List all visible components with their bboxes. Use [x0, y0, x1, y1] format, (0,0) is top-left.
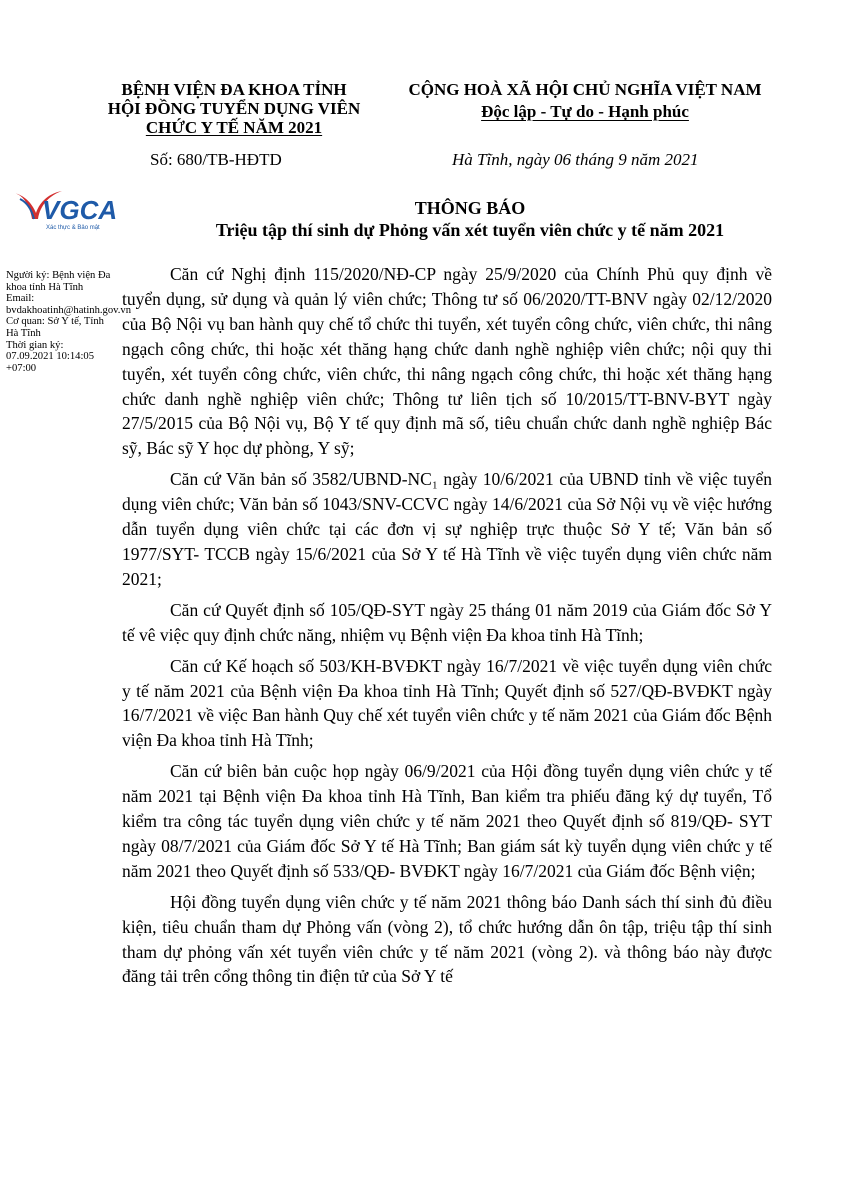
national-header — [390, 80, 780, 121]
digital-signature-info — [6, 270, 131, 374]
paragraph: Căn cứ Nghị định 115/2020/NĐ-CP ngày 25/9/2020 của Chính Phủ quy định về tuyển dụng, sử dụng và quản lý viên chức; Thông tư số 06/2020/TT-BNV ngày 02/12/2020 của Bộ Nội vụ ban hành quy chế tổ chức thi tuyển, xét tuyển công chức, viên chức, thi nâng ngạch công chức, thi hoặc xét thăng hạng chức danh nghề nghiệp viên chức; nội quy thi tuyển, xét tuyển công chức, viên chức, thi nâng ngạch công chức, thi hoặc xét thăng hạng chức danh nghề nghiệp viên chức; Thông tư liên tịch số 10/2015/TT-BNV-BYT ngày 27/5/2015 của Bộ Nội vụ, Bộ Y tế quy định mã số, tiêu chuẩn chức danh nghề nghiệp Bác sỹ, Bác sỹ Y học dự phòng, Y sỹ; — [122, 264, 772, 459]
sign-time-label: Thời gian ký: — [6, 339, 64, 351]
signer-agency: Cơ quan: Sở Y tế, Tỉnh Hà Tĩnh — [6, 316, 104, 339]
logo-tagline: Xác thực & Bảo mật — [46, 225, 100, 231]
notice-title: THÔNG BÁO — [414, 198, 526, 218]
sign-time: 07.09.2021 10:14:05 +07:00 — [6, 351, 94, 374]
paragraph: Căn cứ Quyết định số 105/QĐ-SYT ngày 25 tháng 01 năm 2019 của Giám đốc Sở Y tế vê việc quy định chức năng, nhiệm vụ Bệnh viện Đa khoa tỉnh Hà Tĩnh; — [122, 599, 772, 645]
notice-subtitle: Triệu tập thí sinh dự Phỏng vấn xét tuyển viên chức y tế năm 2021 — [215, 220, 725, 240]
signer-email: bvdakhoatinh@hatinh.gov.vn — [6, 304, 131, 316]
email-label: Email: — [6, 293, 35, 305]
national-motto: Độc lập - Tự do - Hạnh phúc — [481, 102, 689, 121]
paragraph: Căn cứ biên bản cuộc họp ngày 06/9/2021 của Hội đồng tuyển dụng viên chức y tế năm 2021 tại Bệnh viện Đa khoa tỉnh Hà Tĩnh, Ban kiểm tra phiếu đăng ký dự tuyển, Tổ kiểm tra công tác tuyển dụng viên chức y tế năm 2021 theo Quyết định số 819/QĐ- SYT ngày 08/7/2021 của Giám đốc Sở Y tế Hà Tĩnh; Ban giám sát kỳ tuyển dụng viên chức y tế năm 2021 theo Quyết định số 533/QĐ- BVĐKT ngày 16/7/2021 của Giám đốc Bệnh viện; — [122, 761, 772, 881]
vgca-logo — [10, 185, 120, 235]
document-body — [122, 262, 772, 995]
document-number: Số: 680/TB-HĐTD — [150, 150, 282, 169]
signer: Người ký: Bệnh viện Đa khoa tỉnh Hà Tĩnh — [6, 270, 111, 293]
logo-text: VGCA — [42, 195, 118, 225]
paragraph: Căn cứ Văn bản số 3582/UBND-NC₁ ngày 10/6/2021 của UBND tỉnh về việc tuyển dụng viên chức; Văn bản số 1043/SNV-CCVC ngày 14/6/2021 của Sở Nội vụ về việc hướng dẫn tuyển dụng viên chức tại các đơn vị sự nghiệp trực thuộc Sở Y tế; Văn bản số 1977/SYT- TCCB ngày 15/6/2021 của Sở Y tế Hà Tĩnh về việc tuyển dụng viên chức năm 2021; — [122, 469, 772, 589]
vgca-logo-icon — [10, 185, 120, 235]
nation-title: CỘNG HOÀ XÃ HỘI CHỦ NGHĨA VIỆT NAM — [408, 80, 762, 99]
paragraph: Hội đồng tuyển dụng viên chức y tế năm 2021 thông báo Danh sách thí sinh đủ điều kiện, tiêu chuẩn tham dự Phỏng vấn (vòng 2), tổ chức hướng dẫn ôn tập, triệu tập thí sinh tham dự phỏng vấn xét tuyển viên chức y tế năm 2021 (vòng 2). và thông báo này được đăng tải trên cổng thông tin điện tử của Sở Y tế — [122, 891, 772, 987]
issuer-block — [84, 80, 384, 137]
issuer-line-3: CHỨC Y TẾ NĂM 2021 — [145, 118, 323, 137]
document-date: Hà Tĩnh, ngày 06 tháng 9 năm 2021 — [452, 150, 699, 169]
paragraph: Căn cứ Kế hoạch số 503/KH-BVĐKT ngày 16/7/2021 về việc tuyển dụng viên chức y tế năm 2021 của Bệnh viện Đa khoa tỉnh Hà Tĩnh; Quyết định số 527/QĐ-BVĐKT ngày 16/7/2021 về việc Ban hành Quy chế xét tuyển viên chức y tế năm 2021 của Giám đốc Bệnh viện Đa khoa tỉnh Hà Tĩnh; — [122, 655, 772, 751]
issuer-line-1: BỆNH VIỆN ĐA KHOA TỈNH — [121, 80, 347, 99]
issuer-line-2: HỘI ĐỒNG TUYỂN DỤNG VIÊN — [107, 99, 361, 118]
